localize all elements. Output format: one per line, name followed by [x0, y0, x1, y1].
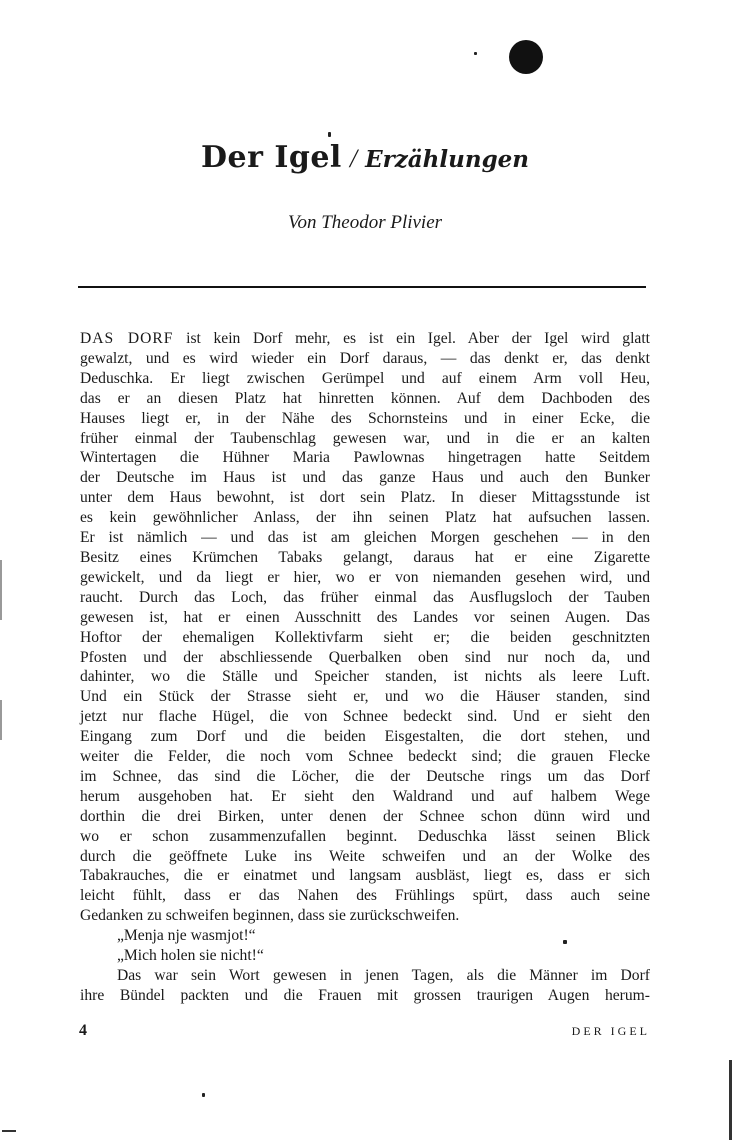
text-line: wo er schon zusammenzufallen beginnt. Deduschka lässt seinen Blick — [80, 827, 650, 845]
scan-edge-mark — [2, 1130, 16, 1132]
text-line: leicht fühlt, dass er das Nahen des Frühlings spürt, dass auch seine — [80, 887, 650, 905]
text-line: Deduschka. Er liegt zwischen Gerümpel und auf einem Arm voll Heu, — [80, 369, 650, 387]
text-line: durch die geöffnete Luke ins Weite schweifen und an der Wolke des — [80, 847, 650, 865]
quote-line: „Menja nje wasmjot!“ — [117, 927, 256, 945]
text-line: Eingang zum Dorf und die beiden Eisgestalten, die dort stehen, und — [80, 728, 650, 746]
text-line: Wintertagen die Hühner Maria Pawlownas hingetragen hatte Seitdem — [80, 449, 650, 467]
text-line: Tabakrauches, die er einatmet und langsam ausbläst, liegt es, dass er sich — [80, 867, 650, 885]
scan-edge-mark — [729, 1060, 732, 1140]
title-main: Der Igel — [200, 140, 342, 175]
text-line: Besitz eines Krümchen Tabaks gelangt, daraus hat er eine Zigarette — [80, 548, 650, 566]
quote-line: „Mich holen sie nicht!“ — [117, 947, 264, 965]
text-line: DAS DORF ist kein Dorf mehr, es ist ein Igel. Aber der Igel wird glatt — [80, 330, 650, 347]
page-number: 4 — [79, 1022, 87, 1039]
text-line: Er ist nämlich — und das ist am gleichen Morgen geschehen — in den — [80, 529, 650, 547]
title-rule — [78, 286, 646, 288]
text-line: weiter die Felder, die noch vom Schnee bedeckt sind; die grauen Flecke — [80, 748, 650, 766]
text-line: der Deutsche im Haus ist und das ganze Haus und auch den Bunker — [80, 469, 650, 487]
text-line: Gedanken zu schweifen beginnen, dass sie zurückschweifen. — [80, 907, 460, 925]
author-byline: Von Theodor Plivier — [287, 212, 443, 233]
lead-in: DAS DORF — [80, 330, 174, 347]
text-line: das er an diesen Platz hat hinretten können. Auf dem Dachboden des — [80, 389, 650, 407]
ink-speck — [474, 52, 477, 55]
ink-speck — [202, 1093, 205, 1097]
text-line: gewesen ist, hat er einen Ausschnitt des Landes vor seinen Augen. Das — [80, 608, 650, 626]
text-line: Hoftor der ehemaligen Kollektivfarm sieht er; die beiden geschnitzten — [80, 628, 650, 646]
article-title — [80, 140, 650, 175]
scan-edge-mark — [0, 560, 2, 620]
scan-edge-mark — [0, 700, 2, 740]
body-text — [80, 329, 650, 1006]
text-line: jetzt nur flache Hügel, die von Schnee bedeckt sind. Und er sieht den — [80, 708, 650, 726]
text-line: herum ausgehoben hat. Er sieht den Waldrand und auf halbem Wege — [80, 787, 650, 805]
text-line: ihre Bündel packten und die Frauen mit grossen traurigen Augen herum- — [80, 986, 650, 1004]
text-line: Hauses liegt er, in der Nähe des Schornsteins und in einer Ecke, die — [80, 409, 650, 427]
text-line: Und ein Stück der Strasse sieht er, und wo die Häuser standen, sind — [80, 688, 650, 706]
text-line: unter dem Haus bewohnt, ist dort sein Platz. In dieser Mittagsstunde ist — [80, 489, 650, 507]
text-line: raucht. Durch das Loch, das früher einmal das Ausflugsloch der Tauben — [80, 588, 650, 606]
text-line: früher einmal der Taubenschlag gewesen war, und in die er an kalten — [80, 429, 650, 447]
text-line: dahinter, wo die Ställe und Speicher standen, ist nichts als leere Luft. — [80, 668, 650, 686]
text-line: es kein gewöhnlicher Anlass, der ihn seinen Platz hat aufsuchen lassen. — [80, 509, 650, 527]
text-line: dorthin die drei Birken, unter denen der Schnee schon dünn wird und — [80, 807, 650, 825]
running-title: DER IGEL — [571, 1024, 650, 1038]
ink-blot — [509, 40, 543, 74]
ink-speck — [328, 132, 331, 137]
title-separator: / — [349, 144, 358, 173]
text-line: im Schnee, das sind die Löcher, die der Deutsche rings um das Dorf — [80, 767, 650, 785]
title-subtitle: Erzählungen — [365, 146, 530, 173]
text-line: gewickelt, und da liegt er hier, wo er von niemanden gesehen wird, und — [80, 568, 650, 586]
text-line: Pfosten und der abschliessende Querbalken oben sind nur noch da, und — [80, 648, 650, 666]
text-line: gewalzt, und es wird wieder ein Dorf daraus, — das denkt er, das denkt — [80, 349, 650, 367]
text-line: Das war sein Wort gewesen in jenen Tagen, als die Männer im Dorf — [117, 967, 650, 984]
